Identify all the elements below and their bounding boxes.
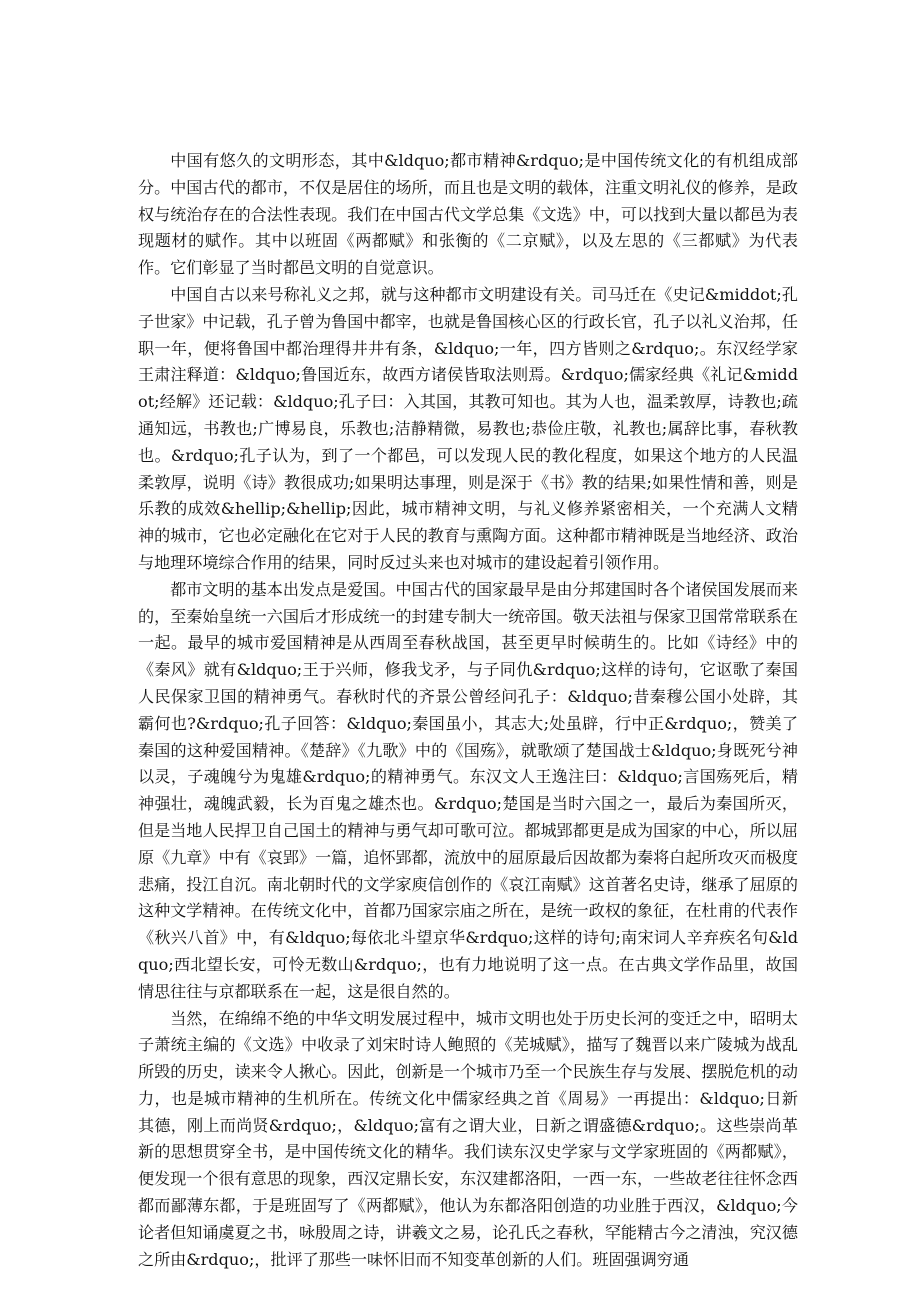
paragraph-4: 当然，在绵绵不绝的中华文明发展过程中，城市文明也处于历史长河的变迁之中，昭明太子萧统主编的《文选》中收录了刘宋时诗人鲍照的《芜城赋》，描写了魏晋以来广陵城为战乱所毁的历史，读来令人揪心。因此，创新是一个城市乃至一个民族生存与发展、摆脱危机的动力，也是城市精神的生机所在。传统文化中儒家经典之首《周易》一再提出：&ldquo;日新其德，刚上而尚贤&rdquo;，&ldquo;富有之谓大业，日新之谓盛德&rdquo;。这些崇尚革新的思想贯穿全书，是中国传统文化的精华。我们读东汉史学家与文学家班固的《两都赋》，便发现一个很有意思的现象，西汉定鼎长安，东汉建都洛阳，一西一东，一些故老往往怀念西都而鄙薄东都，于是班固写了《两都赋》，他认为东都洛阳创造的功业胜于西汉，&ldquo;今论者但知诵虞夏之书，咏殷周之诗，讲羲文之易，论孔氏之春秋，罕能精古今之清浊，究汉德之所由&rdquo;，批评了那些一味怀旧而不知变革创新的人们。班固强调穷通 bbox=[138, 1008, 798, 1269]
paragraph-1: 中国有悠久的文明形态，其中&ldquo;都市精神&rdquo;是中国传统文化的有机组成部分。中国古代的都市，不仅是居住的场所，而且也是文明的载体，注重文明礼仪的修养，是政权与统治存在的合法性表现。我们在中国古代文学总集《文选》中，可以找到大量以都邑为表现题材的赋作。其中以班固《两都赋》和张衡的《二京赋》，以及左思的《三都赋》为代表作。它们彰显了当时都邑文明的自觉意识。 bbox=[138, 151, 798, 278]
document-body bbox=[138, 148, 798, 1273]
paragraph-2: 中国自古以来号称礼义之邦，就与这种都市文明建设有关。司马迁在《史记&middot;孔子世家》中记载，孔子曾为鲁国中都宰，也就是鲁国核心区的行政长官，孔子以礼义治邦，任职一年，便将鲁国中都治理得井井有条，&ldquo;一年，四方皆则之&rdquo;。东汉经学家王肃注释道：&ldquo;鲁国近东，故西方诸侯皆取法则焉。&rdquo;儒家经典《礼记&middot;经解》还记载：&ldquo;孔子曰：入其国，其教可知也。其为人也，温柔敦厚，诗教也;疏通知远，书教也;广博易良，乐教也;洁静精微，易教也;恭俭庄敬，礼教也;属辞比事，春秋教也。&rdquo;孔子认为，到了一个都邑，可以发现人民的教化程度，如果这个地方的人民温柔敦厚，说明《诗》教很成功;如果明达事理，则是深于《书》教的结果;如果性情和善，则是乐教的成效&hellip;&hellip;因此，城市精神文明，与礼义修养紧密相关，一个充满人文精神的城市，它也必定融化在它对于人民的教育与熏陶方面。这种都市精神既是当地经济、政治与地理环境综合作用的结果，同时反过头来也对城市的建设起着引领作用。 bbox=[138, 284, 798, 572]
paragraph-3: 都市文明的基本出发点是爱国。中国古代的国家最早是由分邦建国时各个诸侯国发展而来的，至秦始皇统一六国后才形成统一的封建专制大一统帝国。敬天法祖与保家卫国常常联系在一起。最早的城市爱国精神是从西周至春秋战国，甚至更早时候萌生的。比如《诗经》中的《秦风》就有&ldquo;王于兴师，修我戈矛，与子同仇&rdquo;这样的诗句，它讴歌了秦国人民保家卫国的精神勇气。春秋时代的齐景公曾经问孔子：&ldquo;昔秦穆公国小处辟，其霸何也?&rdquo;孔子回答：&ldquo;秦国虽小，其志大;处虽辟，行中正&rdquo;，赞美了秦国的这种爱国精神。《楚辞》《九歌》中的《国殇》，就歌颂了楚国战士&ldquo;身既死兮神以灵，子魂魄兮为鬼雄&rdquo;的精神勇气。东汉文人王逸注曰：&ldquo;言国殇死后，精神强壮，魂魄武毅，长为百鬼之雄杰也。&rdquo;楚国是当时六国之一，最后为秦国所灭，但是当地人民捍卫自己国土的精神与勇气却可歌可泣。都城郢都更是成为国家的中心，所以屈原《九章》中有《哀郢》一篇，追怀郢都，流放中的屈原最后因故都为秦将白起所攻灭而极度悲痛，投江自沉。南北朝时代的文学家庾信创作的《哀江南赋》这首著名史诗，继承了屈原的这种文学精神。在传统文化中，首都乃国家宗庙之所在，是统一政权的象征，在杜甫的代表作《秋兴八首》中，有&ldquo;每依北斗望京华&rdquo;这样的诗句;南宋词人辛弃疾名句&ldquo;西北望长安，可怜无数山&rdquo;，也有力地说明了这一点。在古典文学作品里，故国情思往往与京都联系在一起，这是很自然的。 bbox=[138, 579, 798, 1001]
